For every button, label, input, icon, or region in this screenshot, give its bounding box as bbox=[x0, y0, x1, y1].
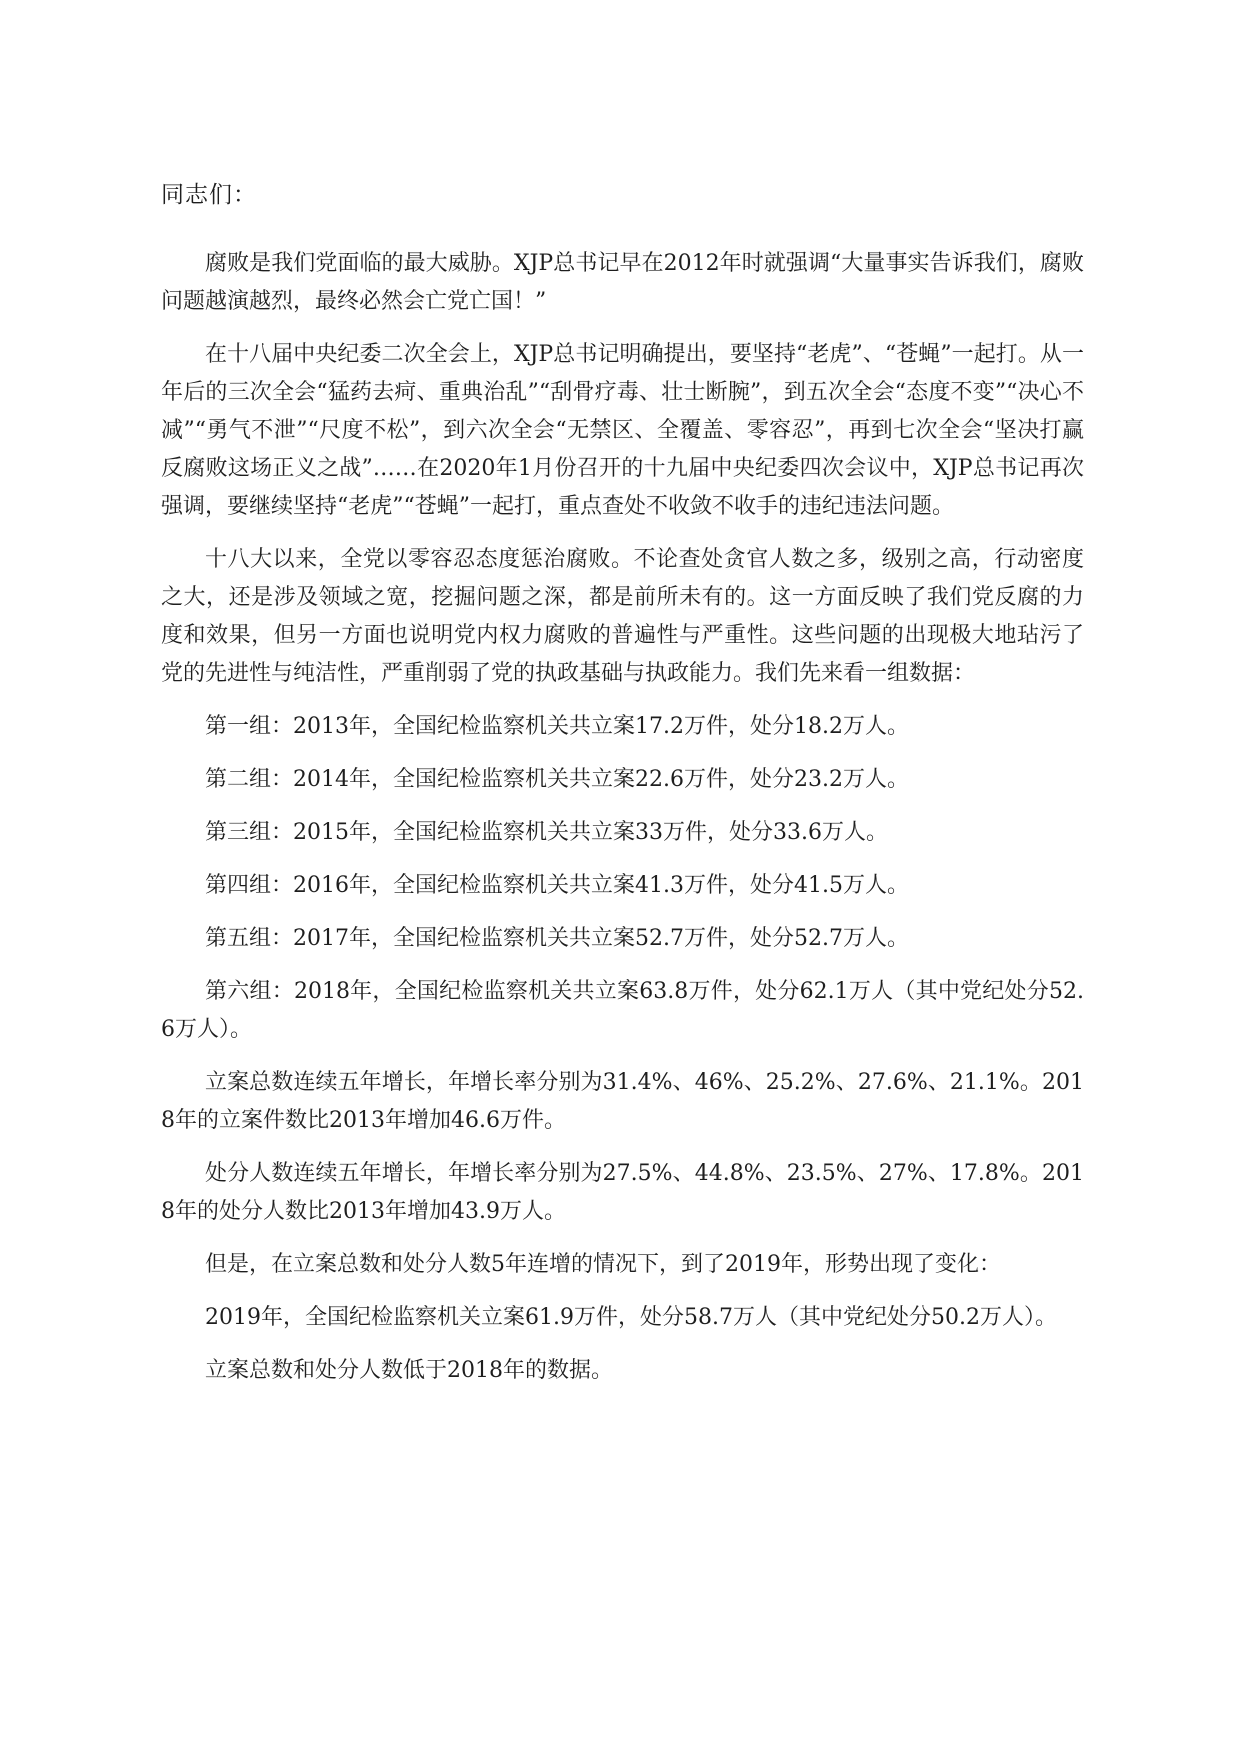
paragraph-trend-change: 但是，在立案总数和处分人数5年连增的情况下，到了2019年，形势出现了变化： bbox=[205, 1252, 1001, 1277]
paragraph-group-4: 第四组：2016年，全国纪检监察机关共立案41.3万件，处分41.5万人。 bbox=[205, 873, 909, 898]
salutation: 同志们： bbox=[161, 182, 257, 208]
paragraph-2019-data: 2019年，全国纪检监察机关立案61.9万件，处分58.7万人（其中党纪处分50.2万人）。 bbox=[205, 1305, 1057, 1330]
paragraph-intro: 腐败是我们党面临的最大威胁。XJP总书记早在2012年时就强调“大量事实告诉我们，腐败问题越演越烈，最终必然会亡党亡国！” bbox=[161, 251, 1084, 314]
paragraph-punishment-growth: 处分人数连续五年增长，年增长率分别为27.5%、44.8%、23.5%、27%、17.8%。2018年的处分人数比2013年增加43.9万人。 bbox=[161, 1161, 1084, 1224]
paragraph-conclusion: 立案总数和处分人数低于2018年的数据。 bbox=[205, 1358, 613, 1383]
paragraph-since-18th-congress: 十八大以来，全党以零容忍态度惩治腐败。不论查处贪官人数之多，级别之高，行动密度之大，还是涉及领域之宽，挖掘问题之深，都是前所未有的。这一方面反映了我们党反腐的力度和效果，但另一方面也说明党内权力腐败的普遍性与严重性。这些问题的出现极大地玷污了党的先进性与纯洁性，严重削弱了党的执政基础与执政能力。我们先来看一组数据： bbox=[161, 547, 1084, 686]
paragraph-case-growth: 立案总数连续五年增长，年增长率分别为31.4%、46%、25.2%、27.6%、21.1%。2018年的立案件数比2013年增加46.6万件。 bbox=[161, 1070, 1084, 1133]
paragraph-group-5: 第五组：2017年，全国纪检监察机关共立案52.7万件，处分52.7万人。 bbox=[205, 926, 909, 951]
paragraph-group-1: 第一组：2013年，全国纪检监察机关共立案17.2万件，处分18.2万人。 bbox=[205, 714, 909, 739]
document-body bbox=[161, 245, 1084, 1405]
paragraph-group-2: 第二组：2014年，全国纪检监察机关共立案22.6万件，处分23.2万人。 bbox=[205, 767, 909, 792]
paragraph-group-3: 第三组：2015年，全国纪检监察机关共立案33万件，处分33.6万人。 bbox=[205, 820, 888, 845]
paragraph-plenary-sessions: 在十八届中央纪委二次全会上，XJP总书记明确提出，要坚持“老虎”、“苍蝇”一起打。从一年后的三次全会“猛药去疴、重典治乱”“刮骨疗毒、壮士断腕”，到五次全会“态度不变”“决心不减”“勇气不泄”“尺度不松”，到六次全会“无禁区、全覆盖、零容忍”，再到七次全会“坚决打赢反腐败这场正义之战”……在2020年1月份召开的十九届中央纪委四次会议中，XJP总书记再次强调，要继续坚持“老虎”“苍蝇”一起打，重点查处不收敛不收手的违纪违法问题。 bbox=[161, 342, 1084, 519]
paragraph-group-6: 第六组：2018年，全国纪检监察机关共立案63.8万件，处分62.1万人（其中党纪处分52.6万人）。 bbox=[161, 979, 1084, 1042]
